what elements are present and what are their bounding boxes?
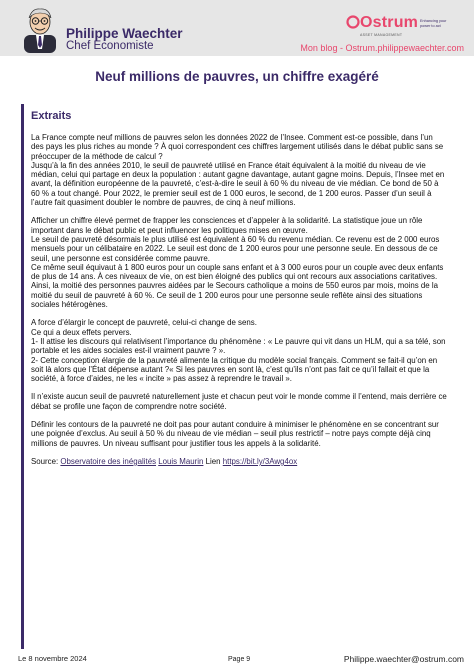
paragraph-4	[31, 392, 447, 411]
author-name: Philippe Waechter	[66, 26, 183, 41]
article-title: Neuf millions de pauvres, un chiffre exagéré	[95, 69, 379, 84]
paragraph-line: Le seuil de pauvreté désormais le plus utilisé est équivalent à 60 % du revenu médian. Ce revenu est de 2 000 euros mensuels pour un célibataire en 2022. Le seuil est donc de 1 200 euros pour une personne seule. En dessous de ce seuil, une personne est considérée comme pauvre.	[31, 234, 440, 263]
paragraph-5	[31, 420, 447, 448]
source-url-link[interactable]: https://bit.ly/3Awg4ox	[222, 456, 298, 466]
paragraph-line: 1- Il attise les discours qui relativisent l’importance du phénomène : « Le pauvre qui vit dans un HLM, qui a sa télé, son portable et les aides sociales est-il vraiment pauvre ? ».	[31, 336, 446, 356]
source-line	[31, 457, 447, 466]
paragraph-line: Ce qui a deux effets pervers.	[31, 327, 132, 337]
section-heading: Extraits	[31, 110, 72, 122]
source-link-observatoire[interactable]: Observatoire des inégalités	[60, 456, 157, 466]
source-label: Source:	[31, 456, 59, 466]
page-footer	[0, 652, 474, 670]
paragraph-line: Définir les contours de la pauvreté ne doit pas pour autant conduire à minimiser le phénomène en se concentrant sur une poignée d’exclus. Au seuil à 50 % du niveau de vie médian – seuil plus restrictif – notre pays compte déjà cinq millions de pauvres. Un niveau suffisant pour justifier tous les appels à la solidarité.	[31, 420, 439, 448]
paragraph-line: La France compte neuf millions de pauvres selon les données 2022 de l’Insee. Comment est-ce possible, dans l’un des pays les plus riches au monde ? À quoi correspondent ces chiffres largement utilisés dans le débat public sans se préoccuper de la méthode de calcul ?	[31, 133, 444, 161]
author-avatar-icon	[20, 5, 60, 53]
source-link-label: Lien	[205, 456, 221, 466]
ostrum-logo-icon	[346, 15, 360, 29]
brand-tagline: Enhancing your power to act	[420, 19, 447, 28]
article-body	[31, 133, 447, 475]
content-accent-bar	[21, 104, 24, 649]
author-role: Chef Economiste	[66, 40, 154, 52]
paragraph-line: A force d’élargir le concept de pauvreté, celui-ci change de sens.	[31, 318, 257, 328]
paragraph-3	[31, 318, 447, 383]
paragraph-1	[31, 133, 447, 207]
page-number: Page 9	[228, 656, 251, 663]
paragraph-line: 2- Cette conception élargie de la pauvreté alimente la critique du modèle social français. Comment se fait-il qu’on en soit là alors que l’État dépense autant ?« Si les pauvres en sont là, c’est qu’ils n’ont pas fait ce qu’il fallait et que la société, à force d’aides, ne les « incite » pas assez à reprendre le travail ».	[31, 355, 438, 384]
blog-link[interactable]: Mon blog - Ostrum.philippewaechter.com	[300, 43, 464, 53]
brand-subtitle: ASSET MANAGEMENT	[360, 33, 403, 37]
paragraph-line: Afficher un chiffre élevé permet de frapper les consciences et d’appeler à la solidarité. La statistique joue un rôle important dans le débat public et peut influencer les politiques mises en œuvre.	[31, 216, 423, 235]
paragraph-line: Il n’existe aucun seuil de pauvreté naturellement juste et chacun peut voir le monde comme il l’entend, mais derrière ce débat se profile une façon de comprendre notre société.	[31, 392, 447, 411]
footer-date: Le 8 novembre 2024	[18, 654, 87, 663]
brand-logo	[346, 14, 456, 38]
brand-name: Ostrum	[360, 14, 419, 31]
paragraph-line: Ce même seuil équivaut à 1 800 euros pour un couple sans enfant et à 3 000 euros pour un couple avec deux enfants de plus de 14 ans. À ces niveaux de vie, on est bien éloigné des publics qui ont recours aux associations caritatives. Ainsi, la moitié des personnes pauvres aidées par le Secours catholique a moins de 550 euros par mois, moins de la moitié du seuil de pauvreté à 60 %. Ce seuil de 1 200 euros pour une personne seule reflète ainsi des situations sociales hétérogènes.	[31, 262, 444, 310]
footer-email[interactable]: Philippe.waechter@ostrum.com	[343, 654, 464, 664]
page-header	[0, 0, 474, 56]
paragraph-2	[31, 216, 447, 309]
source-link-author[interactable]: Louis Maurin	[158, 456, 204, 466]
paragraph-line: Jusqu’à la fin des années 2010, le seuil de pauvreté utilisé en France était équivalent à la moitié du niveau de vie médian, celui qui partage en deux la population : autant gagne davantage, autant gagne moins. Depuis, l’Insee met en avant, la définition européenne de la pauvreté, c’est-à-dire le seuil à 60 % du niveau de vie médian. Ce bond de 50 à 60 % a tout changé. Pour 2022, le premier seuil est de 1 000 euros, le second, de 1 200 euros. Passer d’un seuil à l’autre fait quasiment doubler le nombre de pauvres, de cinq à neuf millions.	[31, 160, 445, 208]
